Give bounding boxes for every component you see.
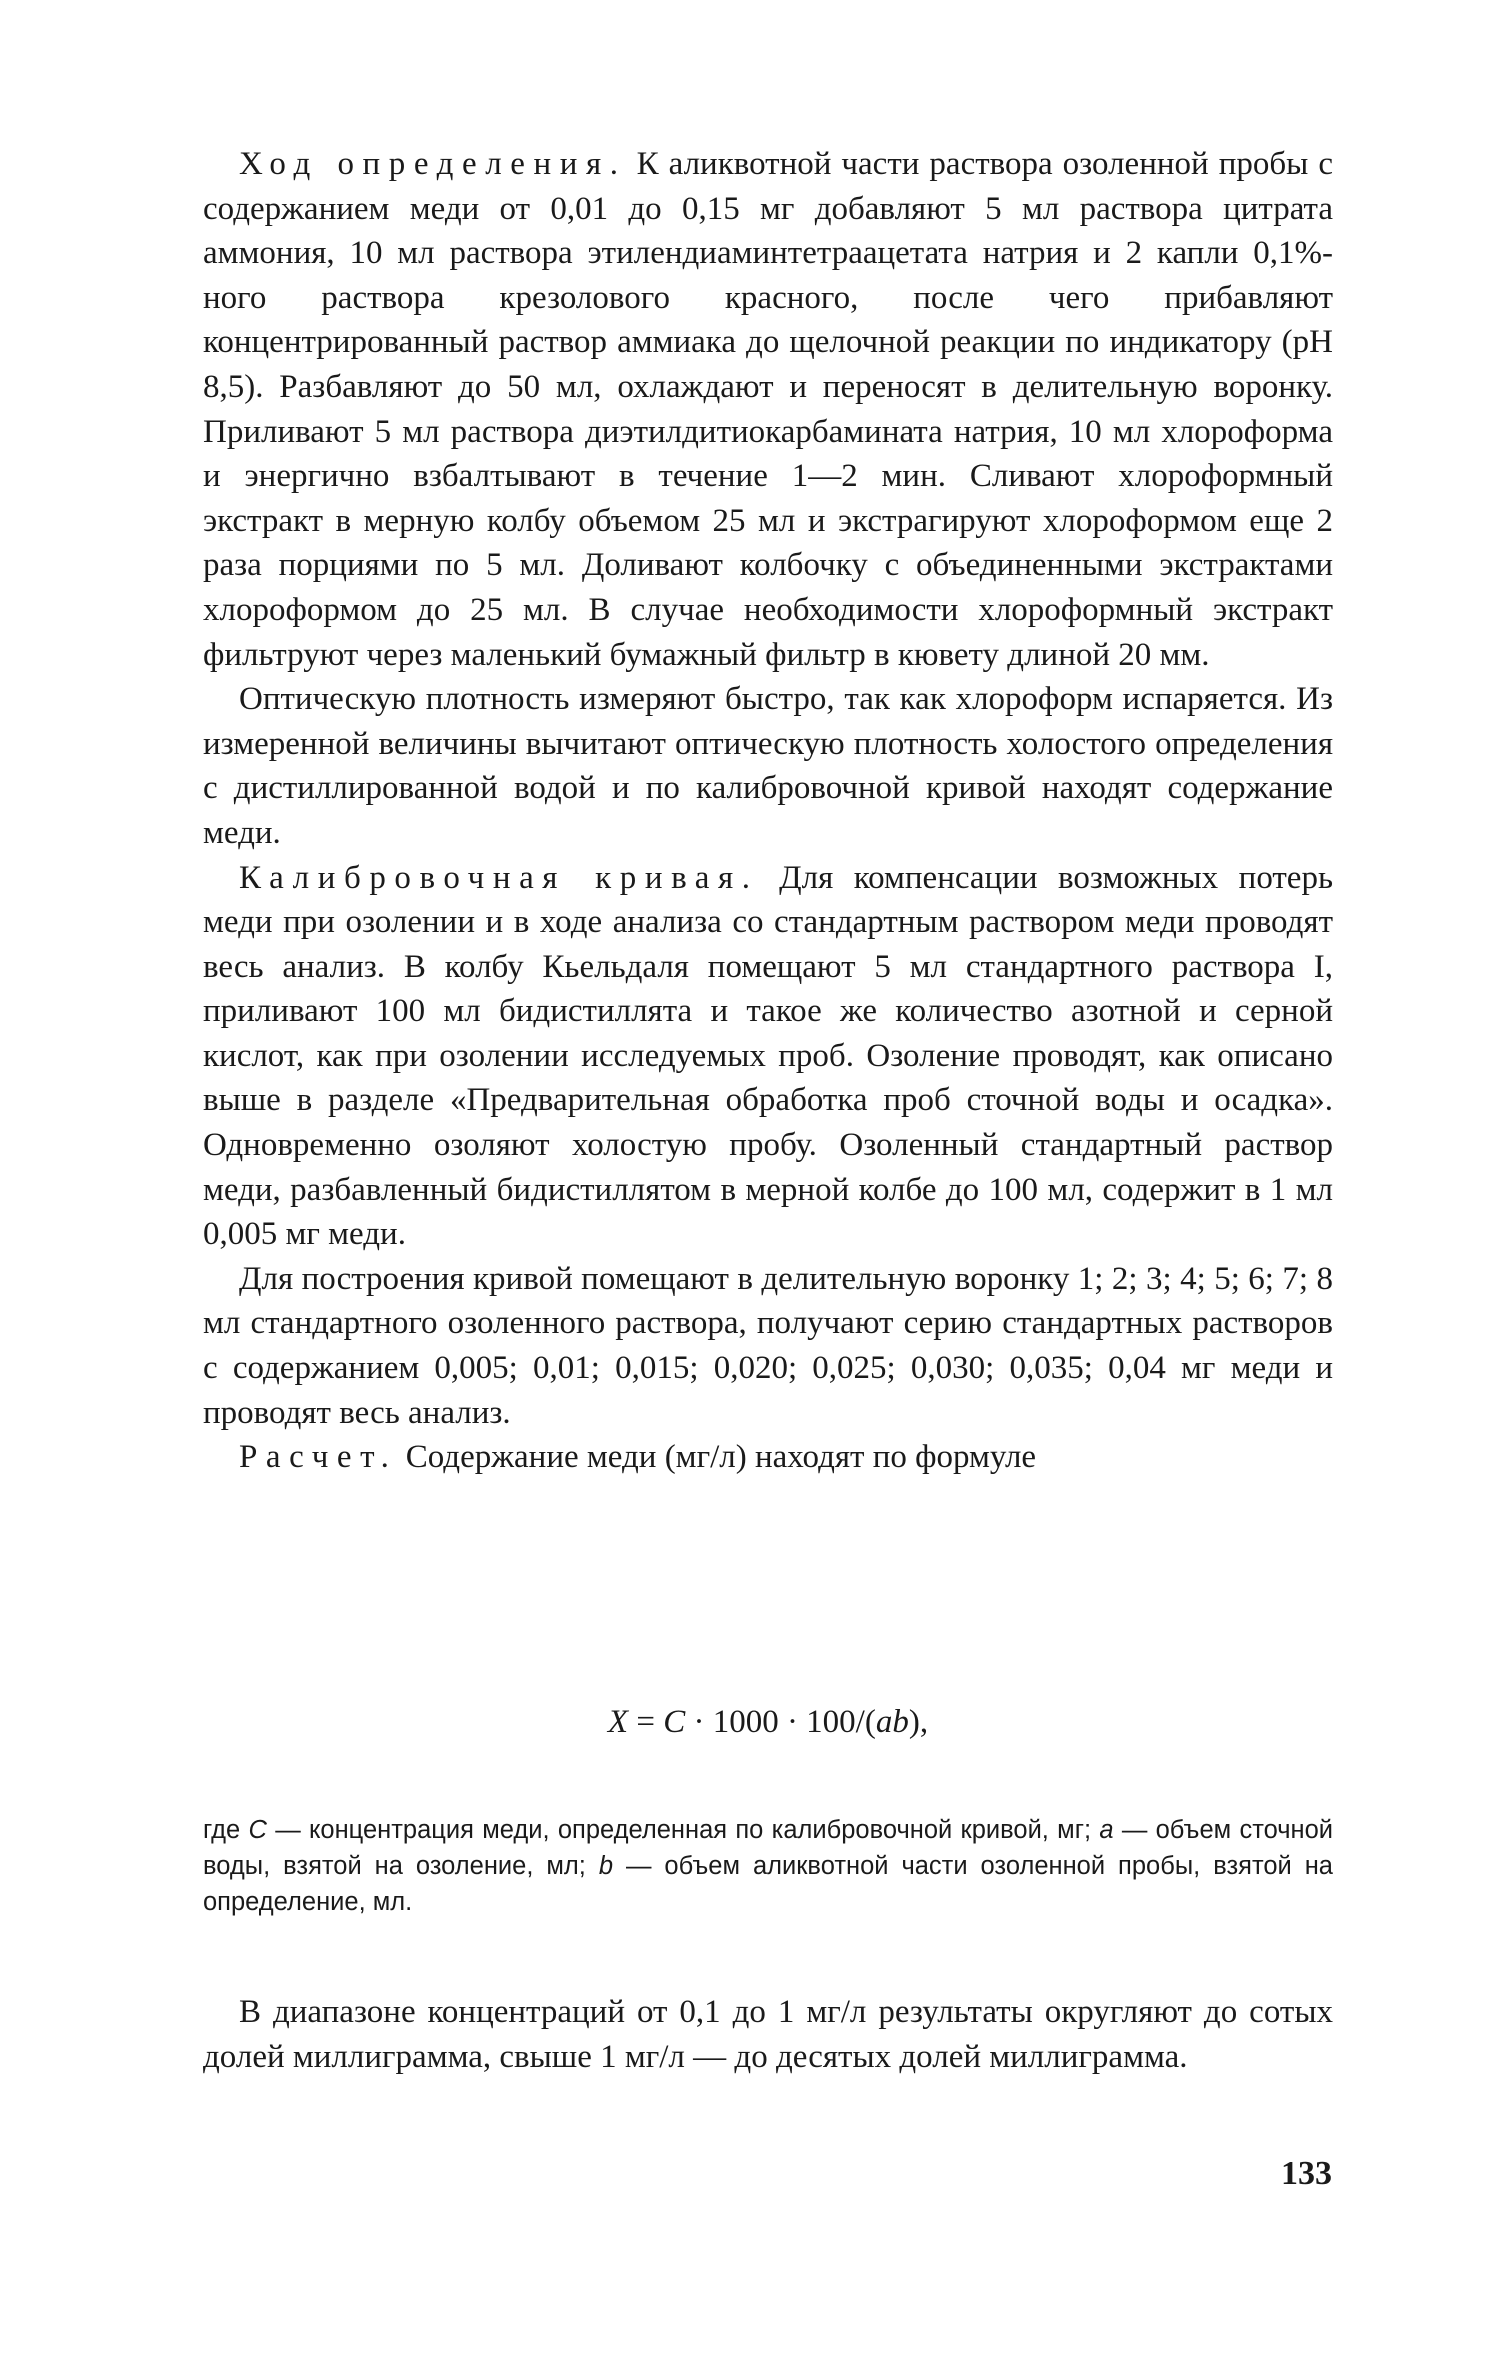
legend-part: — объем аликвотной части озоленной пробы, взятой на определение, мл. (203, 1852, 1333, 1916)
formula-eq: = (628, 1704, 664, 1740)
legend-var-b: b (598, 1852, 614, 1880)
legend-part: где (203, 1816, 249, 1844)
calibration-heading: Калибровочная кривая. (239, 859, 759, 896)
legend-var-c: C (248, 1816, 267, 1844)
formula-end: ), (908, 1704, 929, 1740)
legend-part: — объем сточной воды, взятой на озоление, мл; (203, 1816, 1334, 1880)
calculation-heading: Расчет. (239, 1439, 398, 1476)
formula-ab: ab (875, 1704, 909, 1740)
curve-construction-paragraph: Для построения кривой помещают в делительную воронку 1; 2; 3; 4; 5; 6; 7; 8 мл стандартного озоленного раствора, получают серию стандартных растворов с содержанием 0,005; 0,01; 0,015; 0,020; 0,025; 0,030; 0,035; 0,04 мг меди и проводят весь анализ. (203, 1260, 1333, 1431)
formula-legend (203, 1812, 1333, 1920)
legend-part: — концентрация меди, определенная по калибровочной кривой, мг; (266, 1816, 1100, 1844)
formula-c: C (663, 1704, 686, 1740)
main-text-block (203, 142, 1333, 1480)
calculation-text: Содержание меди (мг/л) находят по формуле (405, 1439, 1037, 1476)
calculation-paragraph (203, 1435, 1333, 1480)
legend-var-a: a (1099, 1816, 1114, 1844)
rounding-paragraph: В диапазоне концентраций от 0,1 до 1 мг/л результаты округляют до сотых долей миллиграмма, свыше 1 мг/л — до десятых долей миллиграмма. (203, 1994, 1333, 2075)
formula-x: X (607, 1704, 629, 1740)
formula-rest: · 1000 · 100/( (685, 1704, 876, 1740)
page-number: 133 (1281, 2155, 1332, 2192)
calibration-text: Для компенсации возможных потерь меди при озолении и в ходе анализа со стандартным раствором меди проводят весь анализ. В колбу Кьельдаля помещают 5 мл стандартного раствора I, приливают 100 мл бидистиллята и такое же количество азотной и серной кислот, как при озолении исследуемых проб. Озоление проводят, как описано выше в разделе «Предварительная обработка проб сточной воды и осадка». Одновременно озоляют холостую пробу. Озоленный стандартный раствор меди, разбавленный бидистиллятом в мерной колбе до 100 мл, содержит в 1 мл 0,005 мг меди. (203, 859, 1333, 1253)
procedure-text: К аликвотной части раствора озоленной пробы с содержанием меди от 0,01 до 0,15 мг добавляют 5 мл раствора цитрата аммония, 10 мл раствора этилендиаминтетраацетата натрия и 2 капли 0,1%-ного раствора крезолового красного, после чего прибавляют концентрированный раствор аммиака до щелочной реакции по индикатору (pH 8,5). Разбавляют до 50 мл, охлаждают и переносят в делительную воронку. Приливают 5 мл раствора диэтилдитиокарбамината натрия, 10 мл хлороформа и энергично взбалтывают в течение 1—2 мин. Сливают хлороформный экстракт в мерную колбу объемом 25 мл и экстрагируют хлороформом еще 2 раза порциями по 5 мл. Доливают колбочку с объединенными экстрактами хлороформом до 25 мл. В случае необходимости хлороформный экстракт фильтруют через маленький бумажный фильтр в кювету длиной 20 мм. (203, 146, 1334, 673)
calibration-paragraph (203, 856, 1333, 1257)
optical-density-paragraph: Оптическую плотность измеряют быстро, так как хлороформ испаряется. Из измеренной величины вычитают оптическую плотность холостого определения с дистиллированной водой и по калибровочной кривой находят содержание меди. (203, 681, 1333, 851)
formula (203, 1700, 1333, 1744)
procedure-heading: Ход определения. (239, 146, 627, 182)
final-text-block (203, 1990, 1333, 2079)
procedure-paragraph (203, 142, 1333, 677)
